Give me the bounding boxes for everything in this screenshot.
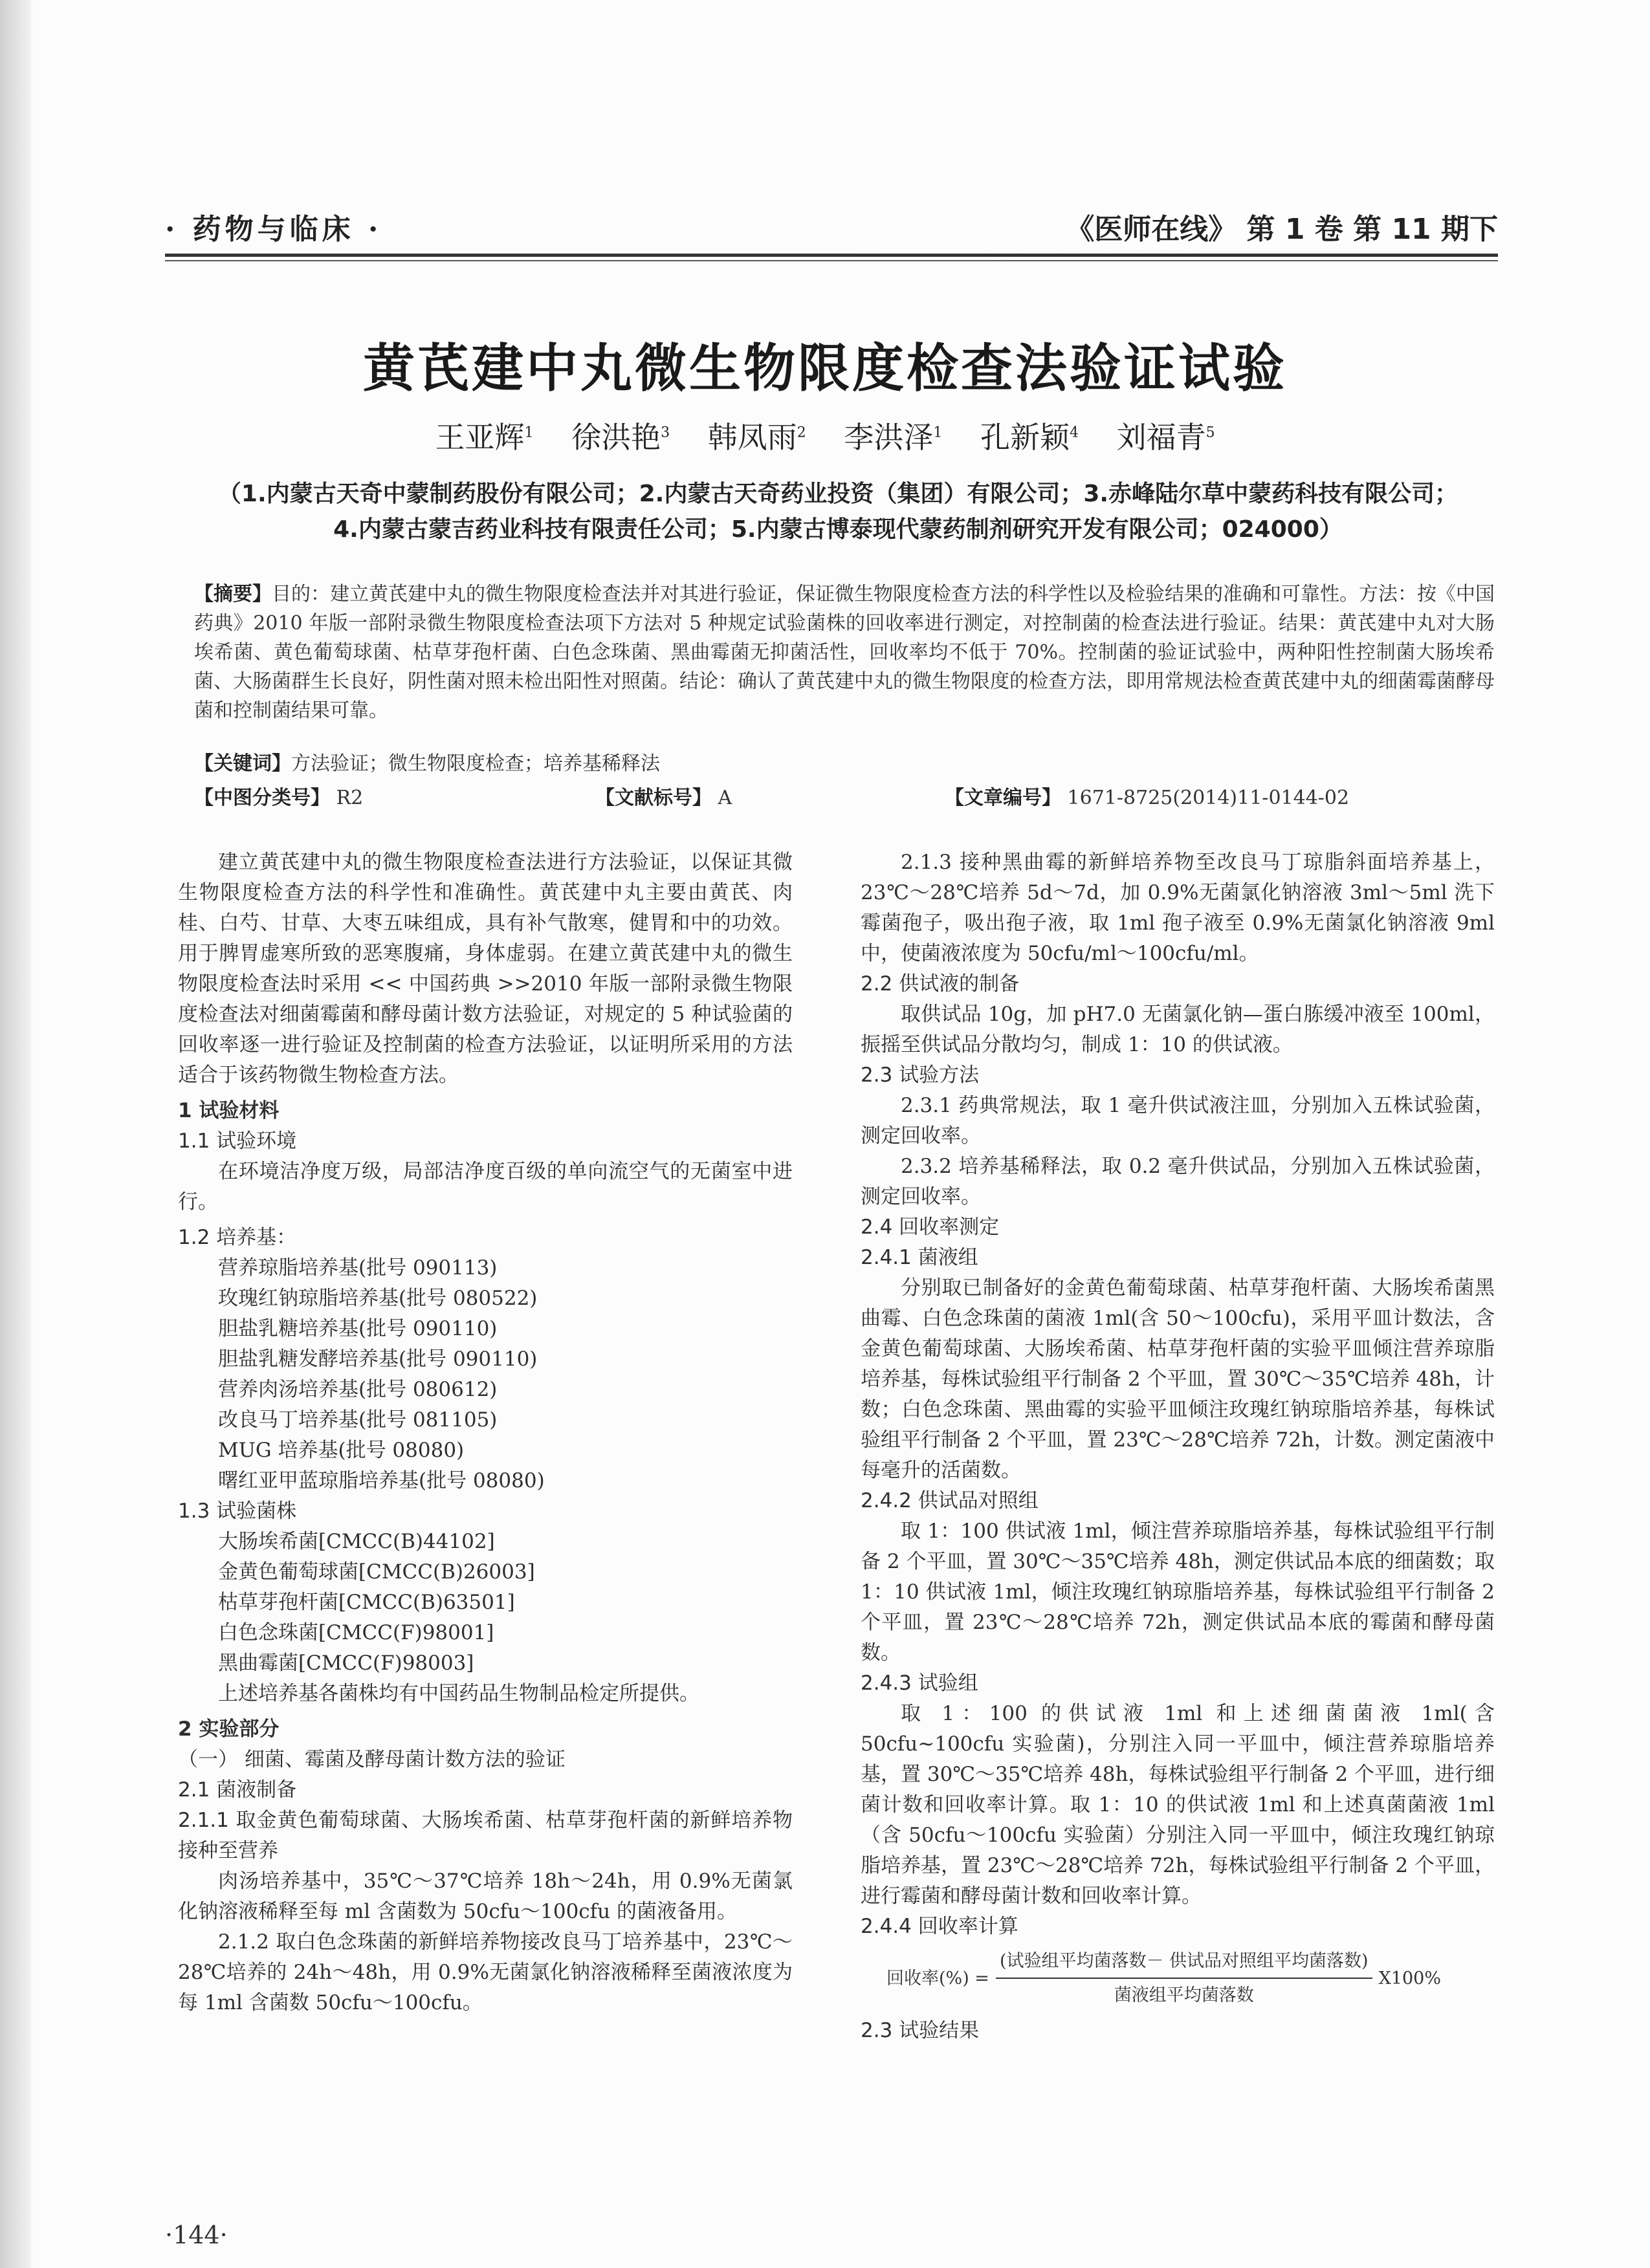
formula-rhs: X100% — [1378, 1968, 1442, 1989]
paragraph-2-3-1: 2.3.1 药典常规法，取 1 毫升供试液注皿，分别加入五株试验菌，测定回收率。 — [861, 1094, 1495, 1148]
abstract-label: 【摘要】 — [194, 583, 272, 605]
right-column — [861, 847, 1495, 2046]
heading-1-2: 1.2 培养基： — [178, 1226, 297, 1249]
heading-1: 1 试验材料 — [178, 1099, 280, 1122]
heading-2-4-4: 2.4.4 回收率计算 — [861, 1915, 1018, 1938]
media-item: 胆盐乳糖培养基(批号 090110) — [218, 1317, 498, 1340]
strain-item: 金黄色葡萄球菌[CMCC(B)26003] — [218, 1560, 535, 1584]
media-item: 胆盐乳糖发酵培养基(批号 090110) — [218, 1347, 538, 1371]
media-item: 营养琼脂培养基(批号 090113) — [218, 1256, 498, 1280]
keywords — [194, 747, 1495, 776]
keywords-text: 方法验证；微生物限度检查；培养基稀释法 — [291, 752, 660, 775]
header-rule-thin — [165, 260, 1498, 261]
paragraph-2-1-1: 肉汤培养基中，35℃～37℃培养 18h～24h，用 0.9%无菌氯化钠溶液稀释至每 ml 含菌数为 50cfu～100cfu 的菌液备用。 — [178, 1870, 793, 1923]
affiliation-line-1: （1.内蒙古天奇中蒙制药股份有限公司；2.内蒙古天奇药业投资（集团）有限公司；3.赤峰陆尔草中蒙药科技有限公司； — [217, 481, 1458, 507]
article-number: 【文章编号】 1671-8725(2014)11-0144-02 — [945, 787, 1350, 809]
media-item: 玫瑰红钠琼脂培养基(批号 080522) — [218, 1287, 538, 1310]
strains-note: 上述培养基各菌株均有中国药品生物制品检定所提供。 — [218, 1682, 699, 1705]
formula-numerator: (试验组平均菌落数－ 供试品对照组平均菌落数) — [996, 1946, 1372, 1979]
paper-title: 黄芪建中丸微生物限度检查法验证试验 — [363, 338, 1287, 398]
abstract-text: 目的：建立黄芪建中丸的微生物限度检查法并对其进行验证，保证微生物限度检查方法的科学性以及检验结果的准确和可靠性。方法：按《中国药典》2010 年版一部附录微生物限度检查法项下方法对 5 种规定试验菌株的回收率进行测定，对控制菌的检查法进行验证。结果：黄芪建中丸对大肠埃希菌、黄色葡萄球菌、枯草芽孢杆菌、白色念珠菌、黑曲霉菌无抑菌活性，回收率均不低于 70%。控制菌的验证试验中，两种阳性控制菌大肠埃希菌、大肠菌群生长良好，阴性菌对照未检出阳性对照菌。结论：确认了黄芪建中丸的微生物限度的检查方法，即用常规法检查黄芪建中丸的细菌霉菌酵母菌和控制菌结果可靠。 — [194, 583, 1495, 722]
heading-1-3: 1.3 试验菌株 — [178, 1499, 297, 1523]
heading-2: 2 实验部分 — [178, 1717, 280, 1741]
paragraph-2-4-1: 分别取已制备好的金黄色葡萄球菌、枯草芽孢杆菌、大肠埃希菌黑曲霉、白色念珠菌的菌液 1ml(含 50～100cfu)，采用平皿计数法，含金黄色葡萄球菌、大肠埃希菌、枯草芽孢杆菌的实验平皿倾注营养琼脂培养基，每株试验组平行制备 2 个平皿，置 30℃～35℃培养 48h，计数；白色念珠菌、黑曲霉的实验平皿倾注玫瑰红钠琼脂培养基，每株试验组平行制备 2 个平皿，置 23℃～28℃培养 72h，计数。测定菌液中每毫升的活菌数。 — [861, 1276, 1495, 1482]
section-tag: · 药物与临床 · — [165, 213, 382, 246]
author: 王亚辉$^1$ — [435, 420, 534, 455]
keywords-label: 【关键词】 — [194, 752, 291, 775]
paragraph-2-1-3: 2.1.3 接种黑曲霉的新鲜培养物至改良马丁琼脂斜面培养基上，23℃～28℃培养 5d～7d，加 0.9%无菌氯化钠溶液 3ml～5ml 洗下霉菌孢子，吸出孢子液，取 1ml 孢子液至 0.9%无菌氯化钠溶液 9ml 中，使菌液浓度为 50cfu/ml～100cfu/ml。 — [861, 851, 1495, 965]
heading-2-4-3: 2.4.3 试验组 — [861, 1672, 978, 1695]
media-item: 营养肉汤培养基(批号 080612) — [218, 1378, 498, 1401]
media-item: 曙红亚甲蓝琼脂培养基(批号 08080) — [218, 1469, 545, 1492]
media-item: MUG 培养基(批号 08080) — [218, 1439, 465, 1462]
abstract — [194, 580, 1495, 725]
heading-2-4-2: 2.4.2 供试品对照组 — [861, 1489, 1039, 1512]
affiliation-line-2: 4.内蒙古蒙吉药业科技有限责任公司；5.内蒙古博泰现代蒙药制剂研究开发有限公司；024000） — [333, 516, 1343, 543]
heading-1-1: 1.1 试验环境 — [178, 1129, 297, 1153]
strain-item: 大肠埃希菌[CMCC(B)44102] — [218, 1530, 495, 1553]
environment-text: 在环境洁净度万级，局部洁净度百级的单向流空气的无菌室中进行。 — [178, 1160, 793, 1214]
intro-paragraph: 建立黄芪建中丸的微生物限度检查法进行方法验证，以保证其微生物限度检查方法的科学性和准确性。黄芪建中丸主要由黄芪、肉桂、白芍、甘草、大枣五味组成，具有补气散寒，健胃和中的功效。用于脾胃虚寒所致的恶寒腹痛，身体虚弱。在建立黄芪建中丸的微生物限度检查法时采用 << 中国药典 >>2010 年版一部附录微生物限度检查法对细菌霉菌和酵母菌计数方法验证，对规定的 5 种试验菌的回收率逐一进行验证及控制菌的检查方法验证，以证明所采用的方法适合于该药物微生物检查方法。 — [178, 851, 793, 1087]
author: 孔新颖$^4$ — [980, 420, 1079, 455]
media-item: 改良马丁培养基(批号 081105) — [218, 1408, 498, 1432]
author: 韩凤雨$^2$ — [707, 420, 806, 455]
heading-2-2: 2.2 供试液的制备 — [861, 972, 1020, 996]
paragraph-2-3-2: 2.3.2 培养基稀释法，取 0.2 毫升供试品，分别加入五株试验菌，测定回收率。 — [861, 1155, 1495, 1208]
strain-item: 枯草芽孢杆菌[CMCC(B)63501] — [218, 1591, 515, 1614]
paragraph-2-2: 取供试品 10g，加 pH7.0 无菌氯化钠—蛋白胨缓冲液至 100ml，振摇至供试品分散均匀，制成 1：10 的供试液。 — [861, 1003, 1495, 1056]
strain-item: 黑曲霉菌[CMCC(F)98003] — [218, 1652, 474, 1675]
heading-2-1: 2.1 菌液制备 — [178, 1778, 297, 1802]
header-rule-thick — [165, 254, 1498, 257]
running-header — [165, 206, 1498, 251]
author: 李洪泽$^1$ — [844, 420, 943, 455]
strain-item: 白色念珠菌[CMCC(F)98001] — [218, 1621, 494, 1644]
heading-2-4: 2.4 回收率测定 — [861, 1216, 1000, 1239]
clc-number: 【中图分类号】 R2 — [194, 787, 364, 809]
doc-code: 【文献标号】 A — [595, 787, 732, 809]
page-number: ·144· — [165, 2221, 228, 2249]
paragraph-2-1-2: 2.1.2 取白色念珠菌的新鲜培养物接改良马丁培养基中，23℃～28℃培养的 24h～48h，用 0.9%无菌氯化钠溶液稀释至菌液浓度为每 1ml 含菌数 50cfu～100cfu。 — [178, 1930, 793, 2014]
formula-denominator: 菌液组平均菌落数 — [1114, 1985, 1254, 2005]
formula-fraction — [996, 1946, 1372, 2011]
left-column — [178, 847, 793, 2018]
paragraph-2-4-2: 取 1：100 供试液 1ml，倾注营养琼脂培养基，每株试验组平行制备 2 个平皿，置 30℃～35℃培养 48h，测定供试品本底的细菌数；取 1：10 供试液 1ml，倾注玫瑰红钠琼脂培养基，每株试验组平行制备 2 个平皿，置 23℃～28℃培养 72h，测定供试品本底的霉菌和酵母菌数。 — [861, 1520, 1495, 1664]
formula-lhs: 回收率(%) = — [886, 1968, 989, 1989]
author: 徐洪艳$^3$ — [571, 420, 670, 455]
heading-2-3: 2.3 试验方法 — [861, 1063, 980, 1087]
journal-info: 《医师在线》 第 1 卷 第 11 期下 — [1066, 213, 1498, 246]
author: 刘福青$^5$ — [1116, 420, 1215, 455]
heading-2-part-1: （一） 细菌、霉菌及酵母菌计数方法的验证 — [178, 1748, 566, 1771]
heading-2-1-1: 2.1.1 取金黄色葡萄球菌、大肠埃希菌、枯草芽孢杆菌的新鲜培养物接种至营养 — [178, 1809, 793, 1862]
recovery-formula — [861, 1946, 1495, 2011]
heading-2-3-results: 2.3 试验结果 — [861, 2019, 980, 2042]
paragraph-2-4-3: 取 1：100 的供试液 1ml 和上述细菌菌液 1ml(含 50cfu~100cfu 实验菌)，分别注入同一平皿中，倾注营养琼脂培养基，置 30℃～35℃培养 48h，每株试验组平行制备 2 个平皿，进行细菌计数和回收率计算。取 1：10 的供试液 1ml 和上述真菌菌液 1ml （含 50cfu～100cfu 实验菌）分别注入同一平皿中，倾注玫瑰红钠琼脂培养基，置 23℃～28℃培养 72h，每株试验组平行制备 2 个平皿，进行霉菌和酵母菌计数和回收率计算。 — [861, 1702, 1495, 1908]
author-list — [0, 414, 1650, 457]
heading-2-4-1: 2.4.1 菌液组 — [861, 1246, 978, 1269]
